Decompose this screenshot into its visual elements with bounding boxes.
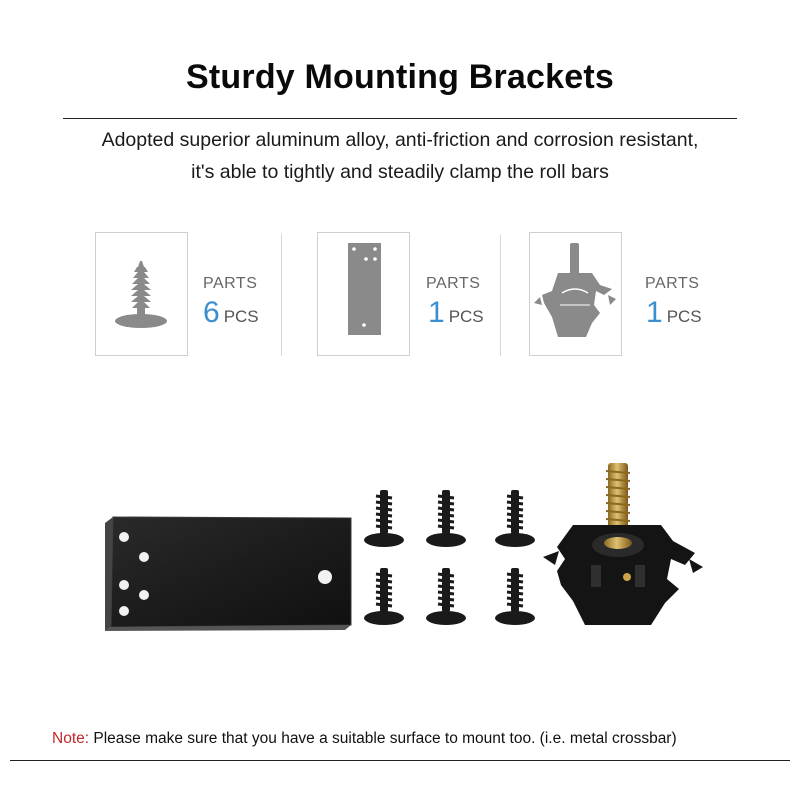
product-photo [95, 455, 705, 640]
screw-icon [96, 233, 189, 357]
separator [500, 234, 501, 356]
page-title: Sturdy Mounting Brackets [186, 58, 614, 96]
part-label: PARTS [645, 275, 700, 292]
part-card-screw [95, 232, 188, 356]
separator [281, 234, 282, 356]
quantity-unit: PCS [223, 307, 259, 326]
clamp-icon [530, 233, 623, 357]
screws [364, 490, 535, 625]
quantity-unit: PCS [666, 307, 702, 326]
quantity-number: 6 [203, 296, 220, 329]
title-divider [63, 118, 737, 119]
quantity-unit: PCS [448, 307, 484, 326]
note [52, 730, 677, 748]
part-quantity [646, 296, 702, 330]
note-text: Please make sure that you have a suitable surface to mount too. (i.e. metal crossbar) [89, 730, 677, 747]
part-label: PARTS [203, 275, 258, 292]
part-quantity [203, 296, 259, 330]
quantity-number: 1 [646, 296, 663, 329]
black-metal-plate [105, 517, 351, 631]
clamp-with-bolt [543, 463, 703, 625]
mounting-plate-icon [318, 233, 411, 357]
part-card-plate [317, 232, 410, 356]
part-card-clamp [529, 232, 622, 356]
bottom-divider [10, 760, 790, 761]
part-label: PARTS [426, 275, 481, 292]
part-quantity [428, 296, 484, 330]
description-line-1: Adopted superior aluminum alloy, anti-friction and corrosion resistant, [101, 129, 699, 151]
note-label: Note: [52, 730, 90, 747]
description-line-2: it's able to tightly and steadily clamp the roll bars [191, 161, 609, 183]
quantity-number: 1 [428, 296, 445, 329]
